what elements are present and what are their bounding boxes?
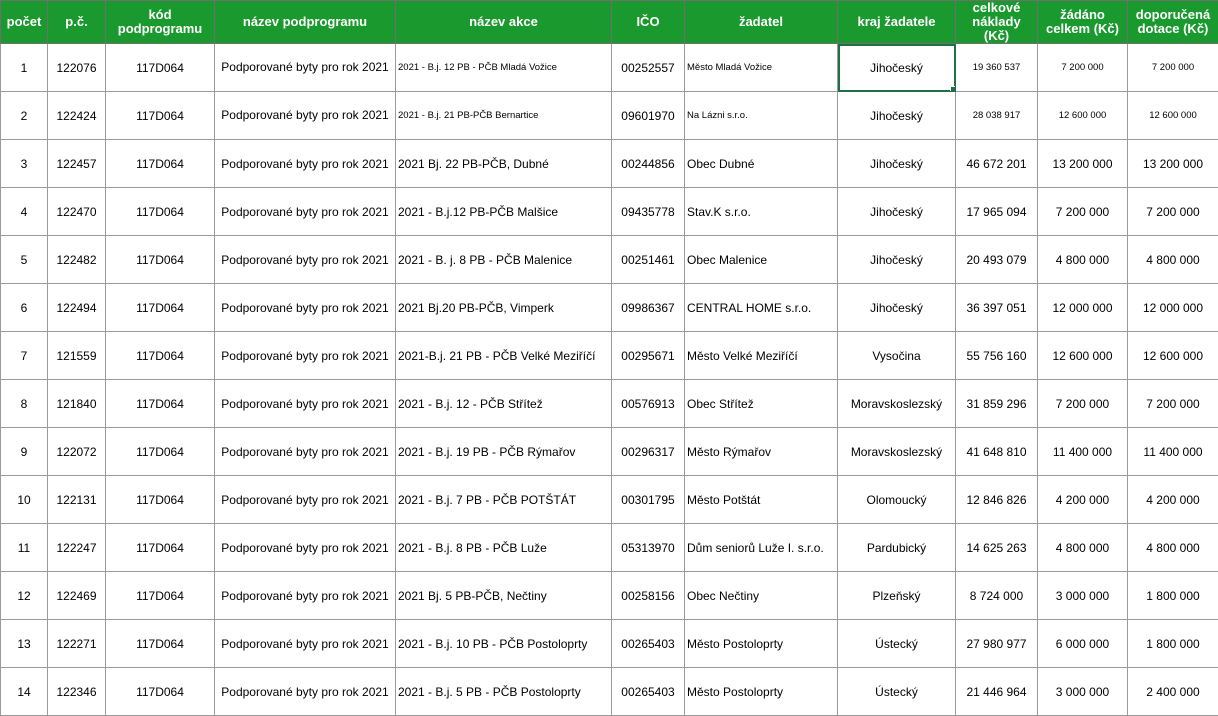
cell-ico[interactable]: 00295671 (612, 332, 685, 380)
cell-dotace[interactable]: 12 600 000 (1128, 332, 1218, 380)
cell-podprogram[interactable]: Podporované byty pro rok 2021 (215, 524, 396, 572)
cell-zadatel[interactable]: Město Postoloprty (685, 668, 838, 716)
cell-naklady[interactable]: 8 724 000 (956, 572, 1038, 620)
cell-zadatel[interactable]: Město Postoloprty (685, 620, 838, 668)
cell-kraj[interactable]: Moravskoslezský (838, 380, 956, 428)
cell-kod[interactable]: 117D064 (106, 668, 215, 716)
cell-zadatel[interactable]: Obec Střítež (685, 380, 838, 428)
cell-zadano[interactable]: 11 400 000 (1038, 428, 1128, 476)
cell-podprogram[interactable]: Podporované byty pro rok 2021 (215, 188, 396, 236)
cell-akce[interactable]: 2021 - B.j. 12 - PČB Střítež (396, 380, 612, 428)
cell-kod[interactable]: 117D064 (106, 284, 215, 332)
cell-kod[interactable]: 117D064 (106, 44, 215, 92)
cell-pc[interactable]: 122247 (48, 524, 106, 572)
cell-pocet[interactable]: 2 (1, 92, 48, 140)
cell-zadano[interactable]: 13 200 000 (1038, 140, 1128, 188)
table-row (1, 236, 1218, 284)
cell-akce[interactable]: 2021 Bj. 5 PB-PČB, Nečtiny (396, 572, 612, 620)
cell-ico[interactable]: 05313970 (612, 524, 685, 572)
cell-ico[interactable]: 00252557 (612, 44, 685, 92)
cell-pocet[interactable]: 7 (1, 332, 48, 380)
cell-ico[interactable]: 00576913 (612, 380, 685, 428)
cell-zadano[interactable]: 7 200 000 (1038, 188, 1128, 236)
header-cell[interactable]: doporučená dotace (Kč) (1128, 1, 1218, 44)
header-cell[interactable]: počet (1, 1, 48, 44)
table-row (1, 572, 1218, 620)
table-row (1, 428, 1218, 476)
cell-akce[interactable]: 2021 - B.j. 21 PB-PČB Bernartice (396, 92, 612, 140)
cell-pocet[interactable]: 11 (1, 524, 48, 572)
table-row (1, 284, 1218, 332)
cell-zadatel[interactable]: Stav.K s.r.o. (685, 188, 838, 236)
cell-naklady[interactable]: 55 756 160 (956, 332, 1038, 380)
cell-zadatel[interactable]: CENTRAL HOME s.r.o. (685, 284, 838, 332)
cell-pc[interactable]: 122072 (48, 428, 106, 476)
cell-naklady[interactable]: 17 965 094 (956, 188, 1038, 236)
table-row (1, 380, 1218, 428)
cell-dotace[interactable]: 4 800 000 (1128, 236, 1218, 284)
cell-kod[interactable]: 117D064 (106, 140, 215, 188)
cell-zadano[interactable]: 4 800 000 (1038, 236, 1128, 284)
cell-kod[interactable]: 117D064 (106, 236, 215, 284)
cell-naklady[interactable]: 20 493 079 (956, 236, 1038, 284)
cell-kod[interactable]: 117D064 (106, 620, 215, 668)
cell-dotace[interactable]: 4 200 000 (1128, 476, 1218, 524)
cell-zadano[interactable]: 3 000 000 (1038, 668, 1128, 716)
cell-zadano[interactable]: 6 000 000 (1038, 620, 1128, 668)
cell-kraj[interactable]: Jihočeský (838, 44, 956, 92)
cell-dotace[interactable]: 1 800 000 (1128, 572, 1218, 620)
cell-ico[interactable]: 00265403 (612, 668, 685, 716)
cell-zadano[interactable]: 7 200 000 (1038, 380, 1128, 428)
cell-pocet[interactable]: 13 (1, 620, 48, 668)
cell-naklady[interactable]: 12 846 826 (956, 476, 1038, 524)
cell-dotace[interactable]: 11 400 000 (1128, 428, 1218, 476)
cell-zadano[interactable]: 12 600 000 (1038, 332, 1128, 380)
cell-podprogram[interactable]: Podporované byty pro rok 2021 (215, 236, 396, 284)
cell-naklady[interactable]: 36 397 051 (956, 284, 1038, 332)
cell-akce[interactable]: 2021 - B.j. 10 PB - PČB Postoloprty (396, 620, 612, 668)
cell-naklady[interactable]: 19 360 537 (956, 44, 1038, 92)
cell-kod[interactable]: 117D064 (106, 428, 215, 476)
cell-akce[interactable]: 2021 - B.j. 7 PB - PČB POTŠTÁT (396, 476, 612, 524)
cell-zadatel[interactable]: Obec Dubné (685, 140, 838, 188)
cell-pc[interactable]: 122457 (48, 140, 106, 188)
cell-ico[interactable]: 00265403 (612, 620, 685, 668)
header-cell[interactable]: kód podprogramu (106, 1, 215, 44)
header-cell[interactable]: celkové náklady (Kč) (956, 1, 1038, 44)
table-row (1, 140, 1218, 188)
cell-pc[interactable]: 122131 (48, 476, 106, 524)
cell-pocet[interactable]: 6 (1, 284, 48, 332)
cell-podprogram[interactable]: Podporované byty pro rok 2021 (215, 620, 396, 668)
header-cell[interactable]: název podprogramu (215, 1, 396, 44)
cell-pc[interactable]: 121559 (48, 332, 106, 380)
cell-dotace[interactable]: 4 800 000 (1128, 524, 1218, 572)
cell-ico[interactable]: 09435778 (612, 188, 685, 236)
cell-naklady[interactable]: 46 672 201 (956, 140, 1038, 188)
cell-akce[interactable]: 2021 - B.j. 19 PB - PČB Rýmařov (396, 428, 612, 476)
cell-podprogram[interactable]: Podporované byty pro rok 2021 (215, 284, 396, 332)
cell-akce[interactable]: 2021 - B.j.12 PB-PČB Malšice (396, 188, 612, 236)
cell-naklady[interactable]: 41 648 810 (956, 428, 1038, 476)
table-row (1, 620, 1218, 668)
header-cell[interactable]: název akce (396, 1, 612, 44)
cell-kraj[interactable]: Jihočeský (838, 188, 956, 236)
cell-dotace[interactable]: 12 600 000 (1128, 92, 1218, 140)
cell-zadatel[interactable]: Město Rýmařov (685, 428, 838, 476)
cell-naklady[interactable]: 27 980 977 (956, 620, 1038, 668)
cell-kod[interactable]: 117D064 (106, 524, 215, 572)
header-cell[interactable]: žádáno celkem (Kč) (1038, 1, 1128, 44)
cell-naklady[interactable]: 14 625 263 (956, 524, 1038, 572)
cell-akce[interactable]: 2021 - B.j. 5 PB - PČB Postoloprty (396, 668, 612, 716)
cell-pc[interactable]: 122482 (48, 236, 106, 284)
cell-kraj[interactable]: Plzeňský (838, 572, 956, 620)
cell-pc[interactable]: 122076 (48, 44, 106, 92)
cell-pocet[interactable]: 3 (1, 140, 48, 188)
cell-pc[interactable]: 122271 (48, 620, 106, 668)
cell-kod[interactable]: 117D064 (106, 188, 215, 236)
cell-ico[interactable]: 00301795 (612, 476, 685, 524)
cell-pc[interactable]: 122424 (48, 92, 106, 140)
cell-dotace[interactable]: 2 400 000 (1128, 668, 1218, 716)
cell-naklady[interactable]: 31 859 296 (956, 380, 1038, 428)
cell-podprogram[interactable]: Podporované byty pro rok 2021 (215, 476, 396, 524)
cell-pc[interactable]: 121840 (48, 380, 106, 428)
cell-kod[interactable]: 117D064 (106, 380, 215, 428)
cell-ico[interactable]: 09986367 (612, 284, 685, 332)
cell-zadatel[interactable]: Město Mladá Vožice (685, 44, 838, 92)
cell-podprogram[interactable]: Podporované byty pro rok 2021 (215, 140, 396, 188)
cell-zadano[interactable]: 7 200 000 (1038, 44, 1128, 92)
cell-podprogram[interactable]: Podporované byty pro rok 2021 (215, 380, 396, 428)
table-row (1, 44, 1218, 92)
cell-kod[interactable]: 117D064 (106, 476, 215, 524)
cell-podprogram[interactable]: Podporované byty pro rok 2021 (215, 572, 396, 620)
cell-dotace[interactable]: 12 000 000 (1128, 284, 1218, 332)
cell-akce[interactable]: 2021 - B.j. 12 PB - PČB Mladá Vožice (396, 44, 612, 92)
header-cell[interactable]: p.č. (48, 1, 106, 44)
cell-pocet[interactable]: 1 (1, 44, 48, 92)
cell-kraj[interactable]: Jihočeský (838, 92, 956, 140)
cell-pc[interactable]: 122346 (48, 668, 106, 716)
cell-pocet[interactable]: 14 (1, 668, 48, 716)
cell-podprogram[interactable]: Podporované byty pro rok 2021 (215, 668, 396, 716)
cell-zadatel[interactable]: Město Velké Meziříčí (685, 332, 838, 380)
cell-zadano[interactable]: 4 800 000 (1038, 524, 1128, 572)
table-row (1, 92, 1218, 140)
cell-akce[interactable]: 2021 - B.j. 8 PB - PČB Luže (396, 524, 612, 572)
cell-akce[interactable]: 2021 - B. j. 8 PB - PČB Malenice (396, 236, 612, 284)
header-cell[interactable]: kraj žadatele (838, 1, 956, 44)
cell-podprogram[interactable]: Podporované byty pro rok 2021 (215, 44, 396, 92)
cell-zadatel[interactable]: Dům seniorů Luže I. s.r.o. (685, 524, 838, 572)
cell-pc[interactable]: 122469 (48, 572, 106, 620)
cell-ico[interactable]: 00244856 (612, 140, 685, 188)
cell-kod[interactable]: 117D064 (106, 92, 215, 140)
cell-akce[interactable]: 2021-B.j. 21 PB - PČB Velké Meziříčí (396, 332, 612, 380)
cell-ico[interactable]: 09601970 (612, 92, 685, 140)
cell-kraj[interactable]: Vysočina (838, 332, 956, 380)
cell-ico[interactable]: 00296317 (612, 428, 685, 476)
cell-kraj[interactable]: Ústecký (838, 620, 956, 668)
cell-kod[interactable]: 117D064 (106, 332, 215, 380)
table-row (1, 188, 1218, 236)
cell-pc[interactable]: 122470 (48, 188, 106, 236)
cell-kod[interactable]: 117D064 (106, 572, 215, 620)
cell-zadano[interactable]: 12 000 000 (1038, 284, 1128, 332)
cell-naklady[interactable]: 21 446 964 (956, 668, 1038, 716)
cell-pocet[interactable]: 4 (1, 188, 48, 236)
cell-kraj[interactable]: Moravskoslezský (838, 428, 956, 476)
cell-podprogram[interactable]: Podporované byty pro rok 2021 (215, 92, 396, 140)
table-row (1, 476, 1218, 524)
cell-zadatel[interactable]: Město Potštát (685, 476, 838, 524)
cell-naklady[interactable]: 28 038 917 (956, 92, 1038, 140)
header-row (1, 1, 1218, 44)
cell-kraj[interactable]: Jihočeský (838, 236, 956, 284)
table-row (1, 332, 1218, 380)
cell-pocet[interactable]: 10 (1, 476, 48, 524)
header-cell[interactable]: žadatel (685, 1, 838, 44)
cell-pocet[interactable]: 12 (1, 572, 48, 620)
cell-kraj[interactable]: Pardubický (838, 524, 956, 572)
cell-dotace[interactable]: 7 200 000 (1128, 188, 1218, 236)
cell-ico[interactable]: 00258156 (612, 572, 685, 620)
cell-pocet[interactable]: 8 (1, 380, 48, 428)
header-cell[interactable]: IČO (612, 1, 685, 44)
cell-zadatel[interactable]: Na Lázni s.r.o. (685, 92, 838, 140)
cell-dotace[interactable]: 7 200 000 (1128, 380, 1218, 428)
cell-akce[interactable]: 2021 Bj.20 PB-PČB, Vimperk (396, 284, 612, 332)
table-row (1, 524, 1218, 572)
cell-dotace[interactable]: 7 200 000 (1128, 44, 1218, 92)
cell-dotace[interactable]: 13 200 000 (1128, 140, 1218, 188)
cell-akce[interactable]: 2021 Bj. 22 PB-PČB, Dubné (396, 140, 612, 188)
cell-ico[interactable]: 00251461 (612, 236, 685, 284)
cell-kraj[interactable]: Olomoucký (838, 476, 956, 524)
cell-kraj[interactable]: Jihočeský (838, 140, 956, 188)
cell-pocet[interactable]: 9 (1, 428, 48, 476)
cell-pocet[interactable]: 5 (1, 236, 48, 284)
cell-zadano[interactable]: 3 000 000 (1038, 572, 1128, 620)
cell-podprogram[interactable]: Podporované byty pro rok 2021 (215, 428, 396, 476)
cell-zadano[interactable]: 12 600 000 (1038, 92, 1128, 140)
cell-kraj[interactable]: Ústecký (838, 668, 956, 716)
cell-podprogram[interactable]: Podporované byty pro rok 2021 (215, 332, 396, 380)
cell-dotace[interactable]: 1 800 000 (1128, 620, 1218, 668)
cell-zadatel[interactable]: Obec Malenice (685, 236, 838, 284)
cell-zadatel[interactable]: Obec Nečtiny (685, 572, 838, 620)
cell-kraj[interactable]: Jihočeský (838, 284, 956, 332)
cell-zadano[interactable]: 4 200 000 (1038, 476, 1128, 524)
cell-pc[interactable]: 122494 (48, 284, 106, 332)
table-row (1, 668, 1218, 716)
